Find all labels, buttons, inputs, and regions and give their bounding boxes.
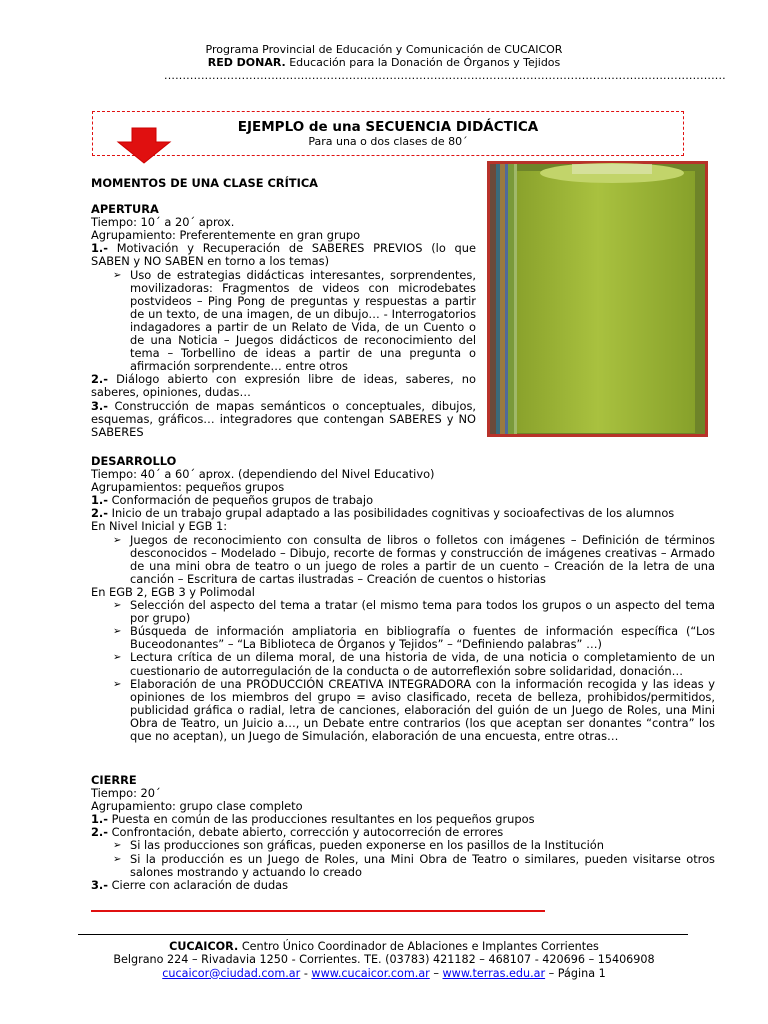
header-network-rest: Educación para la Donación de Órganos y Tejidos (285, 56, 561, 69)
footer-sep-2: – (429, 966, 443, 980)
cierre-title: CIERRE (91, 773, 137, 787)
header-network-bold: RED DONAR. (207, 56, 286, 69)
header-program: Programa Provincial de Educación y Comunicación de CUCAICOR (205, 43, 563, 56)
cierre-item-3-num: 3.- (91, 877, 108, 892)
cierre-item-2-num: 2.- (91, 825, 108, 840)
page-header (0, 43, 768, 82)
cierre-section (91, 774, 715, 892)
apertura-title: APERTURA (91, 202, 159, 217)
desarrollo-bullet-1: ➢ Juegos de reconocimiento con consulta de libros o folletos con imágenes – Definición de términos desconocidos – Modelado – Dibujo, recorte de formas y construcción de imágenes creativas – Armado de una mini obra de teatro o un juego de roles a partir de un cuento – Creación de la letra de una canción – Escritura de cartas ilustradas – Creación de cuentos o historias (109, 534, 715, 586)
footer-address (0, 953, 768, 966)
footer-org-rest: Centro Único Coordinador de Ablaciones e Implantes Corrientes (238, 940, 599, 953)
desarrollo-item-1-num: 1.- (91, 493, 108, 508)
desarrollo-item-1-text: Conformación de pequeños grupos de trabajo (107, 493, 374, 508)
document-subtitle: Para una o dos clases de 80´ (308, 135, 468, 148)
email-link[interactable]: cucaicor@ciudad.com.ar (162, 966, 301, 980)
red-down-arrow-icon (116, 128, 172, 164)
document-title: EJEMPLO de una SECUENCIA DIDÁCTICA (237, 119, 539, 135)
apertura-item-3-text: Construcción de mapas semánticos o conceptuales, dibujos, esquemas, gráficos… integradores que contengan SABERES y NO SABERES (91, 398, 476, 439)
apertura-item-3-num: 3.- (91, 398, 108, 413)
page-footer (0, 940, 768, 980)
cierre-item-1-num: 1.- (91, 812, 108, 827)
apertura-tiempo: Tiempo: 10´ a 20´ aprox. (91, 215, 235, 230)
cierre-tiempo: Tiempo: 20´ (91, 786, 161, 801)
footer-address-a: Belgrano 224 – Rivadavia 1250 - Corrientes (113, 953, 358, 967)
apertura-item-2 (91, 373, 476, 399)
red-divider (91, 910, 545, 912)
cucaicor-website-link[interactable]: www.cucaicor.com.ar (311, 966, 430, 980)
cierre-bullet-1: ➢ Si las producciones son gráficas, pueden exponerse en los pasillos de la Institución (109, 839, 715, 852)
header-network (0, 56, 768, 69)
footer-org (0, 940, 768, 953)
desarrollo-bullet-5: ➢ Elaboración de una PRODUCCIÓN CREATIVA INTEGRADORA con la información recogida y las ideas y opiniones de los miembros del grupo = aviso clasificado, receta de belleza, prohibidos/permitidos, publicidad gráfica o radial, letra de canciones, elaboración del guión de un Juego de Roles, una Mini Obra de Teatro, un Juicio a…, un Debate entre contrarios (los que aceptan ser donantes “contra” los que no aceptan), un Juego de Simulación, elaboración de una encuesta, entre otras… (109, 678, 715, 743)
egb-label: En EGB 2, EGB 3 y Polimodal (91, 584, 255, 599)
apertura-item-2-text: Diálogo abierto con expresión libre de ideas, saberes, no saberes, opiniones, dudas… (91, 372, 476, 400)
desarrollo-item-2-num: 2.- (91, 506, 108, 521)
cierre-item-1-text: Puesta en común de las producciones resultantes en los pequeños grupos (107, 812, 535, 827)
title-box (92, 111, 684, 156)
cierre-item-3 (91, 879, 715, 892)
desarrollo-title: DESARROLLO (91, 454, 177, 468)
header-dotted-rule: ........................................................................................................................................................ (164, 69, 726, 82)
page-number: – Página 1 (545, 966, 606, 980)
apertura-item-1 (91, 242, 476, 268)
desarrollo-bullet-2: ➢ Selección del aspecto del tema a tratar (el mismo tema para todos los grupos o un aspecto del tema por grupo) (109, 599, 715, 625)
terras-website-link[interactable]: www.terras.edu.ar (442, 966, 546, 980)
desarrollo-section (91, 455, 715, 743)
desarrollo-agrupamiento: Agrupamientos: pequeños grupos (91, 480, 285, 495)
footer-rule (78, 934, 688, 935)
apertura-item-1-text: Motivación y Recuperación de SABERES PREVIOS (lo que SABEN y NO SABEN en torno a los temas) (91, 241, 476, 269)
section-heading: MOMENTOS DE UNA CLASE CRÍTICA (91, 176, 318, 190)
decorative-photo (487, 161, 708, 437)
desarrollo-bullet-4: ➢ Lectura crítica de un dilema moral, de una historia de vida, de una noticia o completamiento de un cuestionario de autorregulación de la conducta o de autorreflexión sobre solidaridad, donación… (109, 651, 715, 677)
nivel-inicial-label: En Nivel Inicial y EGB 1: (91, 519, 228, 534)
cierre-bullet-2: ➢ Si la producción es un Juego de Roles, una Mini Obra de Teatro o similares, pueden visitarse otros salones mostrando y actuando lo creado (109, 853, 715, 879)
apertura-bullet: ➢ Uso de estrategias didácticas interesantes, sorprendentes, movilizadoras: Fragmentos de videos con microdebates postvideos – Ping Pong de preguntas y respuestas a partir de un texto, de una imagen, de un dibujo… - Interrogatorios indagadores a partir de un Relato de Vida, de un Cuento o de una Noticia – Juegos didácticos de reconocimiento del tema – Torbellino de ideas a partir de una pregunta o afirmación sorprendente… entre otros (109, 269, 476, 374)
desarrollo-item-2-text: Inicio de un trabajo grupal adaptado a las posibilidades cognitivas y socioafectivas de los alumnos (107, 506, 675, 521)
footer-links (0, 967, 768, 980)
desarrollo-tiempo: Tiempo: 40´ a 60´ aprox. (dependiendo del Nivel Educativo) (91, 467, 435, 482)
desarrollo-bullet-3: ➢ Búsqueda de información ampliatoria en bibliografía o fuentes de información específica (“Los Buceodonantes” – “La Biblioteca de Órganos y Tejidos” – “Definiendo palabras” …) (109, 625, 715, 651)
apertura-agrupamiento: Agrupamiento: Preferentemente en gran grupo (91, 228, 361, 243)
apertura-item-1-num: 1.- (91, 241, 108, 256)
footer-sep-1: - (300, 966, 312, 980)
cierre-agrupamiento: Agrupamiento: grupo clase completo (91, 799, 303, 814)
cierre-item-3-text: Cierre con aclaración de dudas (107, 877, 289, 892)
footer-address-b: . TE. (03783) 421182 – 468107 - 420696 – 15406908 (357, 953, 655, 967)
apertura-section (91, 177, 476, 439)
cierre-item-2-text: Confrontación, debate abierto, corrección y autocorreción de errores (107, 825, 504, 840)
apertura-item-3 (91, 400, 476, 439)
apertura-item-2-num: 2.- (91, 372, 108, 387)
footer-org-bold: CUCAICOR. (169, 940, 239, 953)
